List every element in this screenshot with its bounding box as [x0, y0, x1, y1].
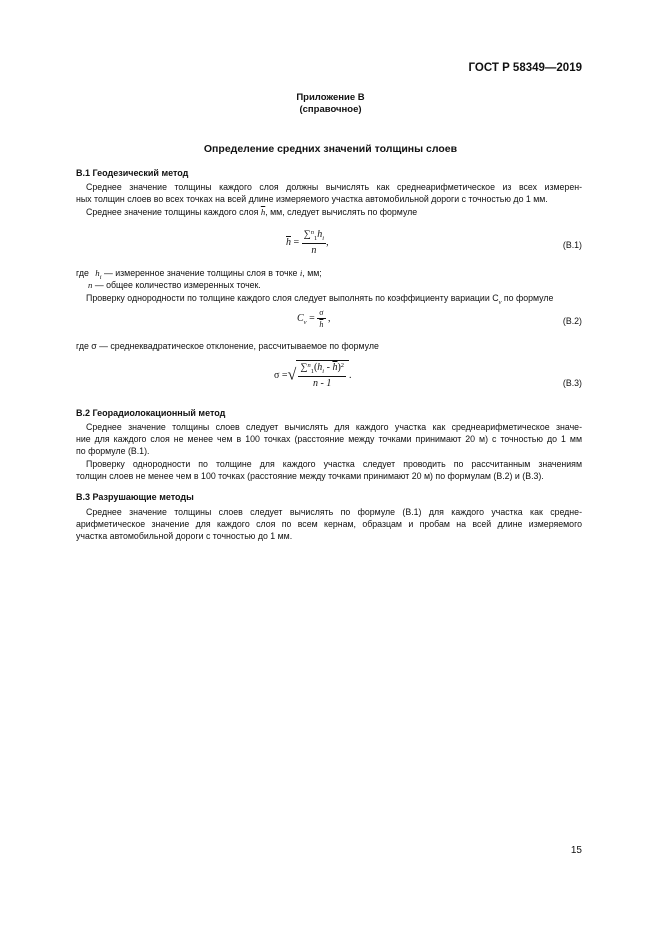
s2-p1-line1: Среднее значение толщины слоев следует вычислять для каждого участка как среднеарифметическое значе-	[86, 422, 582, 432]
f3-h: h	[317, 362, 323, 373]
section-3-heading: В.3 Разрушающие методы	[76, 492, 194, 502]
f3-denominator: n - 1	[313, 378, 332, 389]
where1-text: — измеренное значение толщины слоя в точке	[101, 268, 300, 278]
s1-p1-line1: Среднее значение толщины каждого слоя должны вычислять как среднеарифметическое из всех измерен-	[86, 182, 582, 192]
annex-title: Приложение В	[296, 92, 365, 103]
f3-eq: =	[281, 369, 288, 381]
page-number: 15	[570, 845, 582, 856]
s2-p2-line1: Проверку однородности по толщине для каждого участка следует проводить по рассчитанным значениям	[86, 459, 582, 469]
s1-p3-sub: v	[498, 298, 502, 306]
f1-sup: n	[310, 229, 315, 236]
f3-hbar: $\overline{h}$	[332, 362, 338, 373]
radical-icon: √	[287, 366, 297, 384]
f3-tail: .	[349, 369, 352, 381]
f3-fraction	[298, 362, 346, 389]
s1-p2	[76, 206, 582, 218]
f1-sum: ∑	[303, 229, 311, 240]
where2-text: — общее количество измеренных точек.	[92, 280, 261, 290]
f2-numerator: σ	[319, 308, 324, 317]
formula-b2	[297, 308, 331, 329]
f1-eq: =	[293, 236, 300, 248]
s1-p3-before: Проверку однородности по толщине каждого слоя следует выполнять по коэффициенту вариации C	[86, 293, 499, 303]
f3-paren-open: (	[313, 362, 318, 373]
f2-eq: =	[309, 312, 315, 324]
f3-sup: n	[307, 362, 311, 369]
main-title: Определение средних значений толщины слоев	[203, 143, 458, 155]
formula-b1	[286, 229, 329, 256]
f3-lhs: σ	[274, 369, 280, 381]
annex-heading	[0, 92, 661, 116]
f1-numerator	[302, 229, 326, 244]
where2-symbol: n	[88, 280, 93, 290]
f3-numerator	[298, 362, 346, 377]
s1-p2-before: Среднее значение толщины каждого слоя	[86, 207, 259, 217]
formula-b2-number: (В.2)	[562, 316, 582, 326]
s1-p3-after: по формуле	[501, 293, 554, 303]
s1-p1-line2: ных толщин слоев во всех точках на всей длине измеряемого участка автомобильной дороги с точностью до 1 мм.	[76, 194, 548, 204]
s1-p4: где σ — среднеквадратическое отклонение, рассчитываемое по формуле	[76, 341, 379, 351]
f2-lhs-sub: v	[303, 318, 307, 326]
where1-i: i	[299, 268, 303, 278]
f1-term-sub: i	[322, 235, 325, 242]
s3-p1-line2: арифметическое значение для каждого слоя по всем кернам, образцам и пробам на всей длине измеряемого	[76, 519, 582, 529]
section-2-heading: В.2 Георадиолокационный метод	[76, 408, 226, 418]
f3-h-sub: i	[322, 368, 325, 375]
s2-p1-line3: по формуле (В.1).	[76, 446, 150, 456]
where1-sub: i	[99, 273, 102, 281]
s1-p3	[76, 292, 582, 309]
f1-denominator: n	[311, 245, 317, 256]
f3-minus: -	[324, 362, 333, 373]
s3-p1-line3: участка автомобильной дороги с точностью до 1 мм.	[76, 531, 293, 541]
f3-sum: ∑	[300, 362, 308, 373]
formula-b3	[274, 360, 352, 389]
where1-symbol: h	[95, 268, 100, 278]
formula-b1-number: (В.1)	[562, 240, 582, 250]
f2-fraction	[317, 308, 325, 329]
f2-lhs: C	[297, 312, 304, 324]
f1-sub: 1	[314, 235, 318, 242]
f1-tail: ,	[326, 236, 329, 248]
f1-term: h	[317, 229, 323, 240]
formula-b3-number: (В.3)	[562, 378, 582, 388]
s1-p2-after: , мм, следует вычислять по формуле	[265, 207, 418, 217]
s1-p2-symbol: $\overline{h}$	[260, 207, 266, 217]
standard-number: ГОСТ Р 58349—2019	[468, 62, 582, 74]
s1-where-2	[76, 279, 582, 291]
f2-denominator: h	[319, 320, 324, 329]
s2-p2-line2: толщин слоев не менее чем в 100 точках (расстояние между точками принимают 20 м) по формулам (В.2) и (В.3).	[76, 471, 544, 481]
annex-note: (справочное)	[299, 104, 362, 115]
f3-radicand	[296, 360, 349, 389]
f1-lhs: $\overline{h}$	[286, 236, 291, 248]
s2-p1-line2: ние для каждого слоя не менее чем в 100 точках (расстояние между точками принимают 20 м) с точностью до 1 мм	[76, 434, 582, 444]
s3-p1-line1: Среднее значение толщины слоев следует вычислять по формуле (В.1) для каждого участка как средне-	[86, 507, 582, 517]
f3-sub: 1	[310, 368, 314, 375]
f3-paren-close: )	[337, 362, 341, 373]
where-label: где	[76, 268, 89, 278]
section-1-heading: В.1 Геодезический метод	[76, 168, 189, 178]
where1-end: , мм;	[302, 268, 322, 278]
f3-pow: 2	[340, 362, 345, 369]
f1-fraction	[302, 229, 326, 256]
f2-tail: ,	[328, 312, 331, 324]
